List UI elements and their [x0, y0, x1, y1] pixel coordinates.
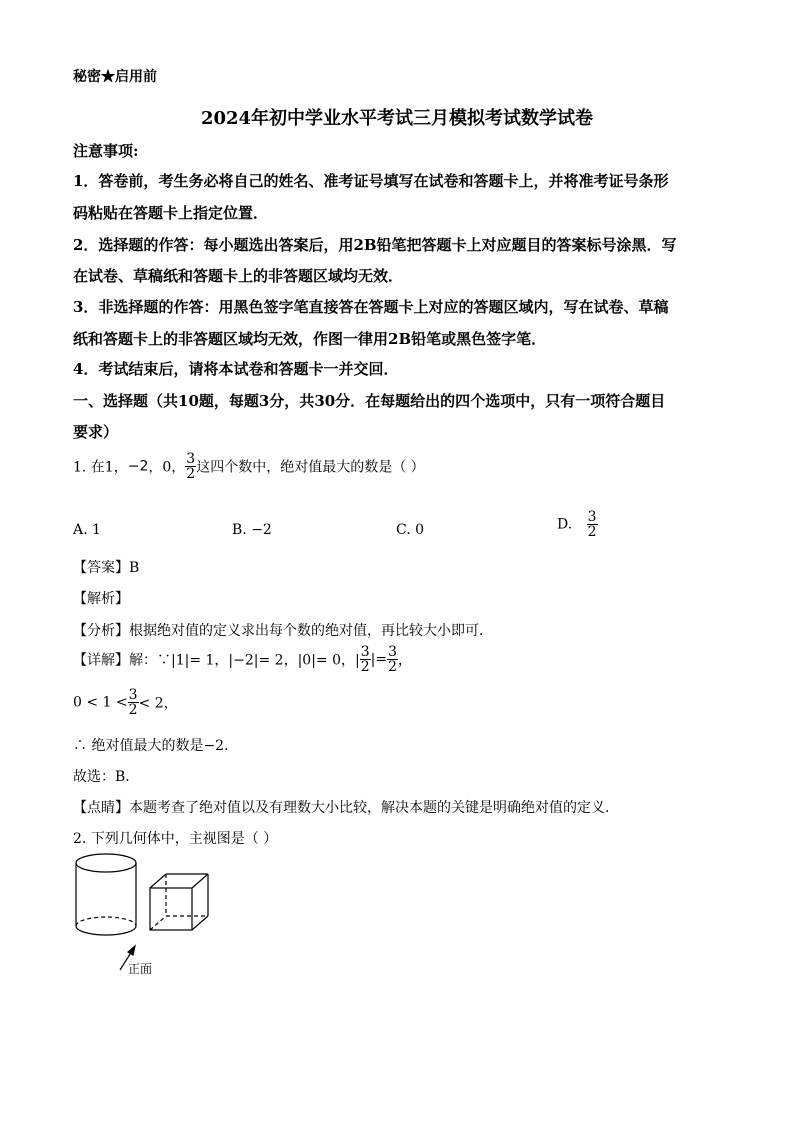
- notice-item-3-line-1: 3．非选择题的作答：用黑色签字笔直接答在答题卡上对应的答题区域内，写在试卷、草稿: [73, 298, 669, 316]
- notice-item-3-line-2: 纸和答题卡上的非答题区域均无效，作图一律用2B铅笔或黑色签字笔．: [73, 330, 547, 348]
- xiangjie-fraction-1-numerator: 3: [360, 644, 370, 660]
- q1-neg-two: −2: [127, 458, 149, 475]
- dianjing-text: 本题考查了绝对值以及有理数大小比较，解决本题的关键是明确绝对值的定义．: [129, 800, 619, 816]
- q1-dianjing: [73, 797, 619, 817]
- secret-label: 秘密★启用前: [73, 69, 157, 85]
- xiangjie-fraction-1: [360, 645, 371, 674]
- fenxi-text: 根据绝对值的定义求出每个数的绝对值，再比较大小即可．: [129, 623, 493, 639]
- xiangjie-part-2: |=: [370, 651, 388, 668]
- notice-item-1-line-2: 码粘贴在答题卡上指定位置．: [73, 204, 269, 222]
- q1-xiangjie: [73, 645, 412, 685]
- answer-value: B: [129, 560, 140, 576]
- inequality-part-1: 0 < 1 <: [73, 694, 128, 711]
- fenxi-tag: 【分析】: [73, 623, 129, 639]
- q1-suffix: 这四个数中，绝对值最大的数是（ ）: [196, 459, 425, 476]
- answer-tag: 【答案】: [73, 560, 129, 576]
- q1-mid: ，0，: [148, 459, 186, 476]
- inequality-fraction: [128, 688, 139, 717]
- q1-fraction-denominator: 2: [186, 466, 196, 482]
- q1-jiexi-tag: 【解析】: [73, 591, 129, 607]
- q1-answer: [73, 557, 139, 577]
- q1-option-b: B. −2: [232, 522, 272, 538]
- q1-option-d-denominator: 2: [587, 524, 597, 540]
- q1-option-d-fraction: [587, 510, 598, 539]
- notice-item-2-line-2: 在试卷、草稿纸和答题卡上的非答题区域均无效．: [73, 267, 404, 285]
- xiangjie-fraction-2-numerator: 3: [388, 644, 398, 660]
- inequality-part-2: < 2，: [138, 695, 178, 712]
- q1-choose: 故选：B．: [73, 769, 140, 785]
- q1-option-d: [557, 510, 598, 539]
- notice-heading: 注意事项:: [73, 142, 139, 160]
- dianjing-tag: 【点睛】: [73, 800, 129, 816]
- xiangjie-fraction-2-denominator: 2: [388, 659, 398, 675]
- q1-fraction-numerator: 3: [186, 451, 196, 467]
- cylinder-figure: [76, 854, 136, 935]
- q1-option-c: C. 0: [396, 522, 425, 538]
- front-view-label: 正面: [128, 962, 153, 976]
- section-1-heading-line-2: 要求）: [73, 423, 119, 441]
- notice-item-1-line-1: 1．答卷前，考生务必将自己的姓名、准考证号填写在试卷和答题卡上，并将准考证号条形: [73, 172, 669, 190]
- inequality-fraction-numerator: 3: [128, 687, 138, 703]
- page-title: 2024年初中学业水平考试三月模拟考试数学试卷: [200, 108, 594, 129]
- question-1-stem: [73, 452, 425, 502]
- xiangjie-part-1: 解：∵|1|= 1，|−2|= 2，|0|= 0，|: [129, 652, 360, 669]
- inequality-fraction-denominator: 2: [128, 702, 138, 718]
- xiangjie-fraction-1-denominator: 2: [360, 659, 370, 675]
- q1-prefix: 1. 在1，: [73, 459, 128, 476]
- xiangjie-tag: 【详解】: [73, 652, 129, 669]
- q1-conclusion: ∴ 绝对值最大的数是−2．: [73, 738, 239, 754]
- notice-item-2-line-1: 2．选择题的作答：每小题选出答案后，用2B铅笔把答题卡上对应题目的答案标号涂黑．写: [73, 236, 677, 254]
- q1-fraction: [185, 452, 196, 481]
- question-2-stem: 2. 下列几何体中，主视图是（ ）: [73, 831, 278, 847]
- q1-fenxi: [73, 620, 493, 640]
- cube-figure: [150, 874, 208, 930]
- q2-solids-figure: [70, 848, 220, 978]
- q1-option-d-label: D.: [557, 516, 573, 533]
- q1-inequality: [73, 688, 178, 728]
- q1-option-d-numerator: 3: [587, 509, 597, 525]
- xiangjie-fraction-2: [387, 645, 398, 674]
- q1-option-a: A. 1: [73, 522, 101, 538]
- notice-item-4: 4．考试结束后，请将本试卷和答题卡一并交回．: [73, 360, 399, 378]
- section-1-heading-line-1: 一、选择题（共10题，每题3分，共30分．在每题给出的四个选项中，只有一项符合题目: [73, 392, 666, 410]
- xiangjie-part-3: ，: [398, 652, 413, 669]
